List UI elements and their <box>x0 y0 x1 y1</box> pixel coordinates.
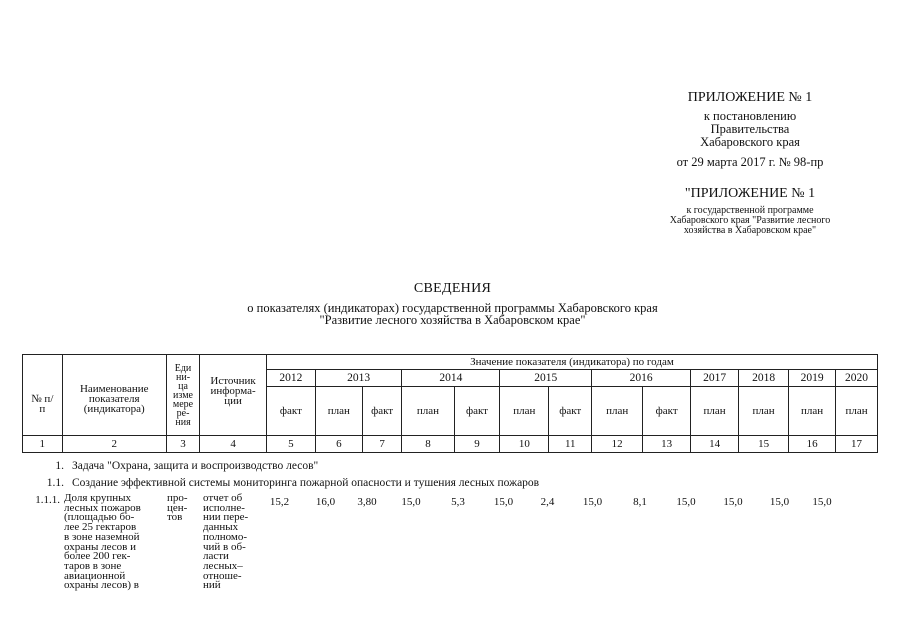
indicator-value-2014-plan: 15,0 <box>401 496 421 508</box>
indicator-name-line: лесных пожаров <box>64 501 141 514</box>
header-values-group: Значение показателя (индикатора) по годам <box>266 355 877 370</box>
heading-subtitle-line: "Развитие лесного хозяйства в Хабаровском крае" <box>319 313 586 327</box>
column-number: 1 <box>23 436 63 453</box>
column-number: 17 <box>836 436 878 453</box>
heading-title: СВЕДЕНИЯ <box>413 281 492 296</box>
indicator-unit-line: тов <box>167 511 183 524</box>
subtask-text: Создание эффективной системы мониторинга пожарной опасности и тушения лесных пожаров <box>72 477 540 489</box>
indicator-source-line: ласти <box>203 550 229 563</box>
header-unit-line: мере <box>172 398 194 410</box>
appendix-line: к постановлению <box>703 109 797 123</box>
header-sub: факт <box>266 387 315 436</box>
indicator-value-2016-fact: 8,1 <box>633 496 647 508</box>
indicator-name <box>64 494 160 591</box>
column-number: 3 <box>166 436 199 453</box>
subtask-number: 1.1. <box>46 477 64 489</box>
column-number: 16 <box>789 436 836 453</box>
header-unit-line: изме <box>173 389 193 401</box>
program-appendix-line: хозяйства в Хабаровском крае" <box>683 225 817 236</box>
heading-subtitle-line: о показателях (индикаторах) государственной программы Хабаровского края <box>247 301 658 315</box>
header-sub: факт <box>643 387 691 436</box>
header-name <box>62 355 166 436</box>
header-source <box>200 355 267 436</box>
column-number: 11 <box>549 436 592 453</box>
column-number: 5 <box>266 436 315 453</box>
column-number: 15 <box>739 436 789 453</box>
indicator-unit-line: цен- <box>167 501 188 514</box>
indicator-source-line: отноше- <box>203 569 242 582</box>
column-number: 7 <box>362 436 402 453</box>
header-year: 2019 <box>789 370 836 387</box>
indicator-name-line: таров в зоне <box>64 559 122 572</box>
indicator-name-line: (площадью бо- <box>64 511 135 524</box>
indicator-value-2013-plan: 16,0 <box>315 496 336 508</box>
header-sub: план <box>315 387 362 436</box>
header-year: 2013 <box>315 370 402 387</box>
indicator-value-2013-fact: 3,80 <box>357 496 377 508</box>
task-row <box>22 460 318 472</box>
column-number: 12 <box>592 436 643 453</box>
header-sub: план <box>691 387 739 436</box>
header-sub: факт <box>549 387 592 436</box>
header-source-line: ции <box>224 395 242 407</box>
program-appendix-line: к государственной программе <box>686 205 814 216</box>
column-number: 10 <box>500 436 549 453</box>
task-text: Задача "Охрана, защита и воспроизводство лесов" <box>72 460 319 472</box>
header-year: 2012 <box>266 370 315 387</box>
appendix-program-block <box>640 186 860 236</box>
column-number: 4 <box>200 436 267 453</box>
indicator-name-line: авиационной <box>64 569 126 582</box>
indicator-value-2012-fact: 15,2 <box>269 496 290 508</box>
indicator-name-line: Доля крупных <box>64 492 132 504</box>
header-sub: план <box>402 387 454 436</box>
program-appendix-title: "ПРИЛОЖЕНИЕ № 1 <box>684 186 816 201</box>
indicator-name-line: охраны лесов и <box>64 540 136 553</box>
indicator-source-line: данных <box>203 521 239 534</box>
indicator-source-line: исполне- <box>203 501 245 514</box>
header-sub: план <box>500 387 549 436</box>
header-unit <box>166 355 199 436</box>
header-num-text: № п/п <box>31 393 54 415</box>
header-name-text: Наименование показателя (индикатора) <box>79 383 149 415</box>
column-number: 14 <box>691 436 739 453</box>
indicator-name-line: в зоне наземной <box>64 530 140 543</box>
subtask-row <box>22 477 539 489</box>
indicator-source-line: отчет об <box>203 492 243 504</box>
document-heading <box>0 281 905 326</box>
indicator-value-2019-plan: 15,0 <box>769 496 790 508</box>
indicator-value-2015-plan: 15,0 <box>493 496 514 508</box>
appendix-line: Правительства <box>710 122 790 136</box>
header-unit-line: Еди <box>174 362 192 374</box>
header-year: 2016 <box>592 370 691 387</box>
indicator-name-line: более 200 гек- <box>64 550 131 563</box>
indicator-source <box>203 494 263 591</box>
column-number: 2 <box>62 436 166 453</box>
header-sub: план <box>836 387 878 436</box>
indicator-value-2017-plan: 15,0 <box>676 496 696 508</box>
indicator-value-2014-fact: 5,3 <box>451 496 465 508</box>
indicators-table <box>22 354 878 453</box>
header-unit-line: ния <box>175 416 191 428</box>
header-year: 2017 <box>691 370 739 387</box>
indicator-source-line: лесных– <box>203 559 243 572</box>
header-sub: факт <box>454 387 500 436</box>
indicator-source-line: ний <box>203 579 221 592</box>
indicator-value-2020-plan: 15,0 <box>812 496 832 508</box>
indicator-unit-line: про- <box>167 492 188 504</box>
appendix-date: от 29 марта 2017 г. № 98-пр <box>676 155 824 169</box>
indicator-value-2018-plan: 15,0 <box>723 496 743 508</box>
header-sub: план <box>789 387 836 436</box>
indicator-value-2016-plan: 15,0 <box>582 496 603 508</box>
header-sub: план <box>592 387 643 436</box>
indicator-name-line: лее 25 гектаров <box>64 521 137 534</box>
header-source-line: информа- <box>210 385 256 397</box>
header-sub: факт <box>362 387 402 436</box>
header-unit-line: ре- <box>176 407 190 419</box>
indicator-source-line: чий в об- <box>203 540 246 553</box>
indicator-value-2015-fact: 2,4 <box>540 496 555 508</box>
appendix-line: Хабаровского края <box>700 135 800 149</box>
header-num <box>23 355 63 436</box>
column-number: 13 <box>643 436 691 453</box>
indicator-unit <box>167 494 197 523</box>
task-number: 1. <box>55 460 64 472</box>
header-unit-line: ни- <box>176 371 191 383</box>
header-year: 2018 <box>739 370 789 387</box>
appendix-resolution-block <box>640 90 860 169</box>
column-number: 8 <box>402 436 454 453</box>
header-year: 2015 <box>500 370 592 387</box>
header-source-line: Источник <box>210 375 256 387</box>
indicator-number: 1.1.1. <box>35 494 60 506</box>
appendix-title: ПРИЛОЖЕНИЕ № 1 <box>687 90 813 105</box>
column-number: 9 <box>454 436 500 453</box>
header-unit-line: ца <box>178 380 188 392</box>
column-number: 6 <box>315 436 362 453</box>
program-appendix-line: Хабаровского края "Развитие лесного <box>669 215 831 226</box>
header-sub: план <box>739 387 789 436</box>
indicator-source-line: полномо- <box>203 530 248 543</box>
indicator-source-line: нии пере- <box>203 511 249 524</box>
header-year: 2020 <box>836 370 878 387</box>
indicator-name-line: охраны лесов) в <box>64 579 139 592</box>
header-year: 2014 <box>402 370 500 387</box>
